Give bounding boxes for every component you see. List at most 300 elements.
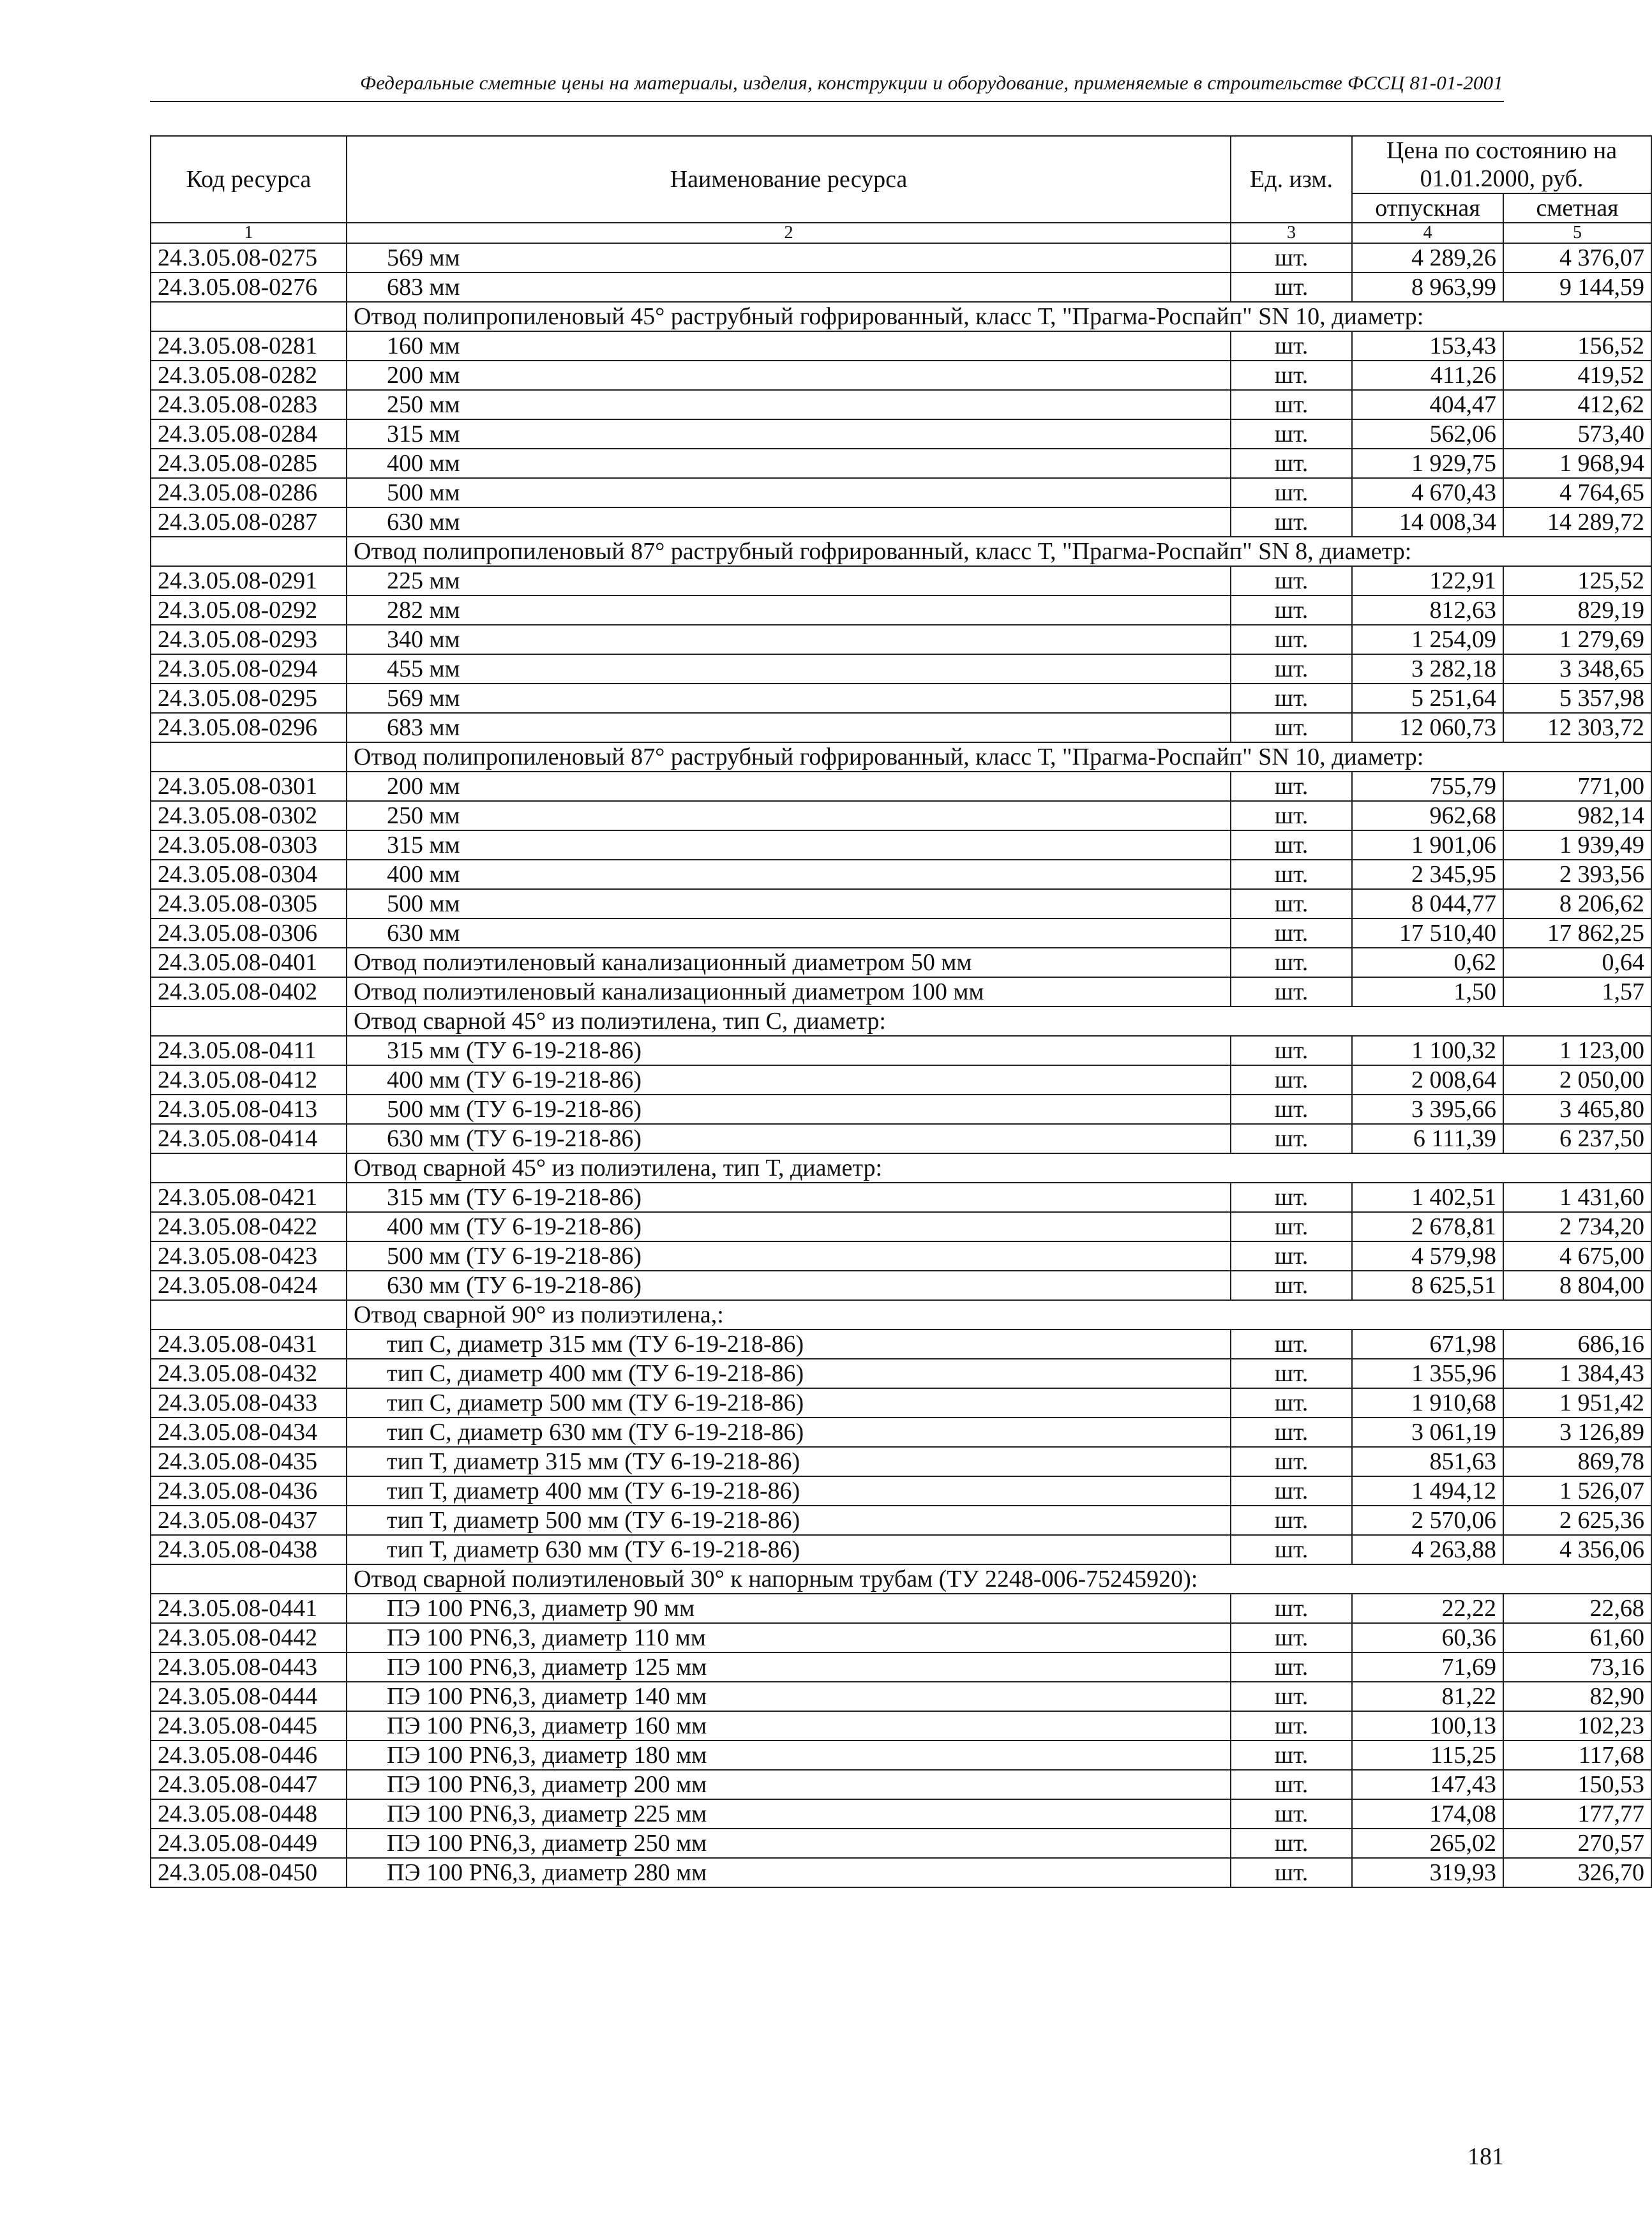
resource-code: 24.3.05.08-0305 bbox=[151, 889, 347, 918]
unit: шт. bbox=[1231, 273, 1352, 302]
column-number: 4 bbox=[1352, 223, 1503, 243]
release-price: 14 008,34 bbox=[1352, 507, 1503, 537]
estimate-price: 3 348,65 bbox=[1503, 654, 1651, 684]
table-row bbox=[151, 1124, 1651, 1153]
release-price: 6 111,39 bbox=[1352, 1124, 1503, 1153]
resource-code: 24.3.05.08-0448 bbox=[151, 1799, 347, 1829]
table-row bbox=[151, 1065, 1651, 1095]
release-price: 4 579,98 bbox=[1352, 1241, 1503, 1271]
table-row bbox=[151, 1506, 1651, 1535]
resource-name: ПЭ 100 PN6,3, диаметр 225 мм bbox=[347, 1799, 1231, 1829]
unit: шт. bbox=[1231, 1711, 1352, 1741]
estimate-price: 6 237,50 bbox=[1503, 1124, 1651, 1153]
estimate-price: 1 123,00 bbox=[1503, 1036, 1651, 1065]
table-row bbox=[151, 1594, 1651, 1623]
resource-name: 455 мм bbox=[347, 654, 1231, 684]
release-price: 1 494,12 bbox=[1352, 1476, 1503, 1506]
resource-name: тип Т, диаметр 630 мм (ТУ 6-19-218-86) bbox=[347, 1535, 1231, 1564]
resource-name: 200 мм bbox=[347, 772, 1231, 801]
resource-name: 400 мм bbox=[347, 860, 1231, 889]
table-row bbox=[151, 1476, 1651, 1506]
resource-name: ПЭ 100 PN6,3, диаметр 125 мм bbox=[347, 1652, 1231, 1682]
resource-name: тип Т, диаметр 500 мм (ТУ 6-19-218-86) bbox=[347, 1506, 1231, 1535]
resource-code: 24.3.05.08-0294 bbox=[151, 654, 347, 684]
resource-name: 630 мм bbox=[347, 507, 1231, 537]
resource-name: 400 мм (ТУ 6-19-218-86) bbox=[347, 1212, 1231, 1241]
price-table bbox=[150, 135, 1652, 1888]
resource-code: 24.3.05.08-0296 bbox=[151, 713, 347, 742]
group-title: Отвод сварной 45° из полиэтилена, тип С, диаметр: bbox=[347, 1007, 1651, 1036]
resource-name: 630 мм (ТУ 6-19-218-86) bbox=[347, 1124, 1231, 1153]
table-row bbox=[151, 361, 1651, 390]
table-row bbox=[151, 1770, 1651, 1799]
table-row bbox=[151, 1241, 1651, 1271]
release-price: 1 402,51 bbox=[1352, 1183, 1503, 1212]
table-row bbox=[151, 684, 1651, 713]
resource-code: 24.3.05.08-0441 bbox=[151, 1594, 347, 1623]
resource-name: тип Т, диаметр 315 мм (ТУ 6-19-218-86) bbox=[347, 1447, 1231, 1476]
table-row bbox=[151, 772, 1651, 801]
group-row bbox=[151, 742, 1651, 772]
unit: шт. bbox=[1231, 1682, 1352, 1711]
table-row bbox=[151, 889, 1651, 918]
table-row bbox=[151, 1711, 1651, 1741]
table-row bbox=[151, 977, 1651, 1007]
table-row bbox=[151, 1799, 1651, 1829]
resource-name: ПЭ 100 PN6,3, диаметр 200 мм bbox=[347, 1770, 1231, 1799]
release-price: 3 282,18 bbox=[1352, 654, 1503, 684]
resource-code: 24.3.05.08-0433 bbox=[151, 1388, 347, 1418]
estimate-price: 1 384,43 bbox=[1503, 1359, 1651, 1388]
group-code-cell bbox=[151, 1300, 347, 1329]
estimate-price: 4 376,07 bbox=[1503, 243, 1651, 273]
unit: шт. bbox=[1231, 713, 1352, 742]
resource-name: 630 мм (ТУ 6-19-218-86) bbox=[347, 1271, 1231, 1300]
resource-code: 24.3.05.08-0443 bbox=[151, 1652, 347, 1682]
estimate-price: 869,78 bbox=[1503, 1447, 1651, 1476]
unit: шт. bbox=[1231, 684, 1352, 713]
resource-name: 200 мм bbox=[347, 361, 1231, 390]
release-price: 81,22 bbox=[1352, 1682, 1503, 1711]
release-price: 1 355,96 bbox=[1352, 1359, 1503, 1388]
release-price: 4 289,26 bbox=[1352, 243, 1503, 273]
table-row bbox=[151, 830, 1651, 860]
unit: шт. bbox=[1231, 1418, 1352, 1447]
unit: шт. bbox=[1231, 390, 1352, 419]
unit: шт. bbox=[1231, 654, 1352, 684]
column-number: 2 bbox=[347, 223, 1231, 243]
resource-code: 24.3.05.08-0446 bbox=[151, 1741, 347, 1770]
resource-name: 315 мм (ТУ 6-19-218-86) bbox=[347, 1036, 1231, 1065]
resource-name: ПЭ 100 PN6,3, диаметр 280 мм bbox=[347, 1858, 1231, 1887]
table-row bbox=[151, 1652, 1651, 1682]
resource-code: 24.3.05.08-0437 bbox=[151, 1506, 347, 1535]
resource-name: 250 мм bbox=[347, 801, 1231, 830]
unit: шт. bbox=[1231, 1359, 1352, 1388]
estimate-price: 4 675,00 bbox=[1503, 1241, 1651, 1271]
resource-name: 282 мм bbox=[347, 595, 1231, 625]
resource-name: ПЭ 100 PN6,3, диаметр 180 мм bbox=[347, 1741, 1231, 1770]
release-price: 153,43 bbox=[1352, 331, 1503, 361]
resource-code: 24.3.05.08-0304 bbox=[151, 860, 347, 889]
resource-code: 24.3.05.08-0281 bbox=[151, 331, 347, 361]
resource-name: 500 мм bbox=[347, 478, 1231, 507]
release-price: 851,63 bbox=[1352, 1447, 1503, 1476]
resource-code: 24.3.05.08-0447 bbox=[151, 1770, 347, 1799]
unit: шт. bbox=[1231, 507, 1352, 537]
unit: шт. bbox=[1231, 1858, 1352, 1887]
resource-code: 24.3.05.08-0283 bbox=[151, 390, 347, 419]
release-price: 8 044,77 bbox=[1352, 889, 1503, 918]
estimate-price: 1 431,60 bbox=[1503, 1183, 1651, 1212]
estimate-price: 156,52 bbox=[1503, 331, 1651, 361]
release-price: 3 395,66 bbox=[1352, 1095, 1503, 1124]
table-row bbox=[151, 918, 1651, 948]
table-row bbox=[151, 1388, 1651, 1418]
release-price: 671,98 bbox=[1352, 1329, 1503, 1359]
release-price: 755,79 bbox=[1352, 772, 1503, 801]
table-row bbox=[151, 948, 1651, 977]
estimate-price: 9 144,59 bbox=[1503, 273, 1651, 302]
estimate-price: 14 289,72 bbox=[1503, 507, 1651, 537]
resource-name: 315 мм bbox=[347, 830, 1231, 860]
resource-name: тип С, диаметр 500 мм (ТУ 6-19-218-86) bbox=[347, 1388, 1231, 1418]
unit: шт. bbox=[1231, 419, 1352, 449]
unit: шт. bbox=[1231, 918, 1352, 948]
table-row bbox=[151, 595, 1651, 625]
table-body bbox=[151, 243, 1651, 1887]
resource-name: ПЭ 100 PN6,3, диаметр 140 мм bbox=[347, 1682, 1231, 1711]
unit: шт. bbox=[1231, 1388, 1352, 1418]
table-row bbox=[151, 713, 1651, 742]
estimate-price: 1 951,42 bbox=[1503, 1388, 1651, 1418]
release-price: 2 678,81 bbox=[1352, 1212, 1503, 1241]
table-row bbox=[151, 243, 1651, 273]
release-price: 60,36 bbox=[1352, 1623, 1503, 1652]
estimate-price: 419,52 bbox=[1503, 361, 1651, 390]
table-row bbox=[151, 390, 1651, 419]
resource-code: 24.3.05.08-0424 bbox=[151, 1271, 347, 1300]
resource-code: 24.3.05.08-0411 bbox=[151, 1036, 347, 1065]
group-code-cell bbox=[151, 742, 347, 772]
estimate-price: 117,68 bbox=[1503, 1741, 1651, 1770]
column-number: 5 bbox=[1503, 223, 1651, 243]
release-price: 562,06 bbox=[1352, 419, 1503, 449]
release-price: 2 008,64 bbox=[1352, 1065, 1503, 1095]
group-code-cell bbox=[151, 537, 347, 566]
estimate-price: 326,70 bbox=[1503, 1858, 1651, 1887]
estimate-price: 8 206,62 bbox=[1503, 889, 1651, 918]
resource-code: 24.3.05.08-0449 bbox=[151, 1829, 347, 1858]
resource-name: 160 мм bbox=[347, 331, 1231, 361]
resource-code: 24.3.05.08-0445 bbox=[151, 1711, 347, 1741]
resource-code: 24.3.05.08-0414 bbox=[151, 1124, 347, 1153]
resource-name: 630 мм bbox=[347, 918, 1231, 948]
unit: шт. bbox=[1231, 566, 1352, 595]
header-rule bbox=[150, 101, 1504, 102]
resource-code: 24.3.05.08-0422 bbox=[151, 1212, 347, 1241]
release-price: 174,08 bbox=[1352, 1799, 1503, 1829]
column-number: 3 bbox=[1231, 223, 1352, 243]
table-row bbox=[151, 1329, 1651, 1359]
group-title: Отвод сварной 90° из полиэтилена,: bbox=[347, 1300, 1651, 1329]
release-price: 122,91 bbox=[1352, 566, 1503, 595]
resource-name: 315 мм bbox=[347, 419, 1231, 449]
release-price: 3 061,19 bbox=[1352, 1418, 1503, 1447]
unit: шт. bbox=[1231, 1124, 1352, 1153]
unit: шт. bbox=[1231, 889, 1352, 918]
unit: шт. bbox=[1231, 1799, 1352, 1829]
group-row bbox=[151, 1300, 1651, 1329]
release-price: 962,68 bbox=[1352, 801, 1503, 830]
header-estimate-price: сметная bbox=[1503, 193, 1651, 223]
unit: шт. bbox=[1231, 331, 1352, 361]
estimate-price: 82,90 bbox=[1503, 1682, 1651, 1711]
release-price: 12 060,73 bbox=[1352, 713, 1503, 742]
table-row bbox=[151, 1212, 1651, 1241]
unit: шт. bbox=[1231, 1506, 1352, 1535]
estimate-price: 177,77 bbox=[1503, 1799, 1651, 1829]
resource-code: 24.3.05.08-0442 bbox=[151, 1623, 347, 1652]
resource-code: 24.3.05.08-0421 bbox=[151, 1183, 347, 1212]
release-price: 115,25 bbox=[1352, 1741, 1503, 1770]
release-price: 147,43 bbox=[1352, 1770, 1503, 1799]
resource-code: 24.3.05.08-0306 bbox=[151, 918, 347, 948]
resource-name: Отвод полиэтиленовый канализационный диаметром 100 мм bbox=[347, 977, 1231, 1007]
release-price: 2 570,06 bbox=[1352, 1506, 1503, 1535]
estimate-price: 270,57 bbox=[1503, 1829, 1651, 1858]
estimate-price: 2 393,56 bbox=[1503, 860, 1651, 889]
group-code-cell bbox=[151, 1153, 347, 1183]
resource-code: 24.3.05.08-0423 bbox=[151, 1241, 347, 1271]
release-price: 1 910,68 bbox=[1352, 1388, 1503, 1418]
table-row bbox=[151, 1741, 1651, 1770]
running-head: Федеральные сметные цены на материалы, изделия, конструкции и оборудование, применяемые в строительстве ФССЦ 81-01-2001 bbox=[359, 71, 1503, 94]
release-price: 5 251,64 bbox=[1352, 684, 1503, 713]
estimate-price: 125,52 bbox=[1503, 566, 1651, 595]
release-price: 1 901,06 bbox=[1352, 830, 1503, 860]
group-code-cell bbox=[151, 1564, 347, 1594]
estimate-price: 22,68 bbox=[1503, 1594, 1651, 1623]
release-price: 1 929,75 bbox=[1352, 449, 1503, 478]
resource-code: 24.3.05.08-0284 bbox=[151, 419, 347, 449]
unit: шт. bbox=[1231, 1476, 1352, 1506]
group-row bbox=[151, 1564, 1651, 1594]
group-title: Отвод сварной 45° из полиэтилена, тип Т, диаметр: bbox=[347, 1153, 1651, 1183]
resource-name: 250 мм bbox=[347, 390, 1231, 419]
resource-name: 315 мм (ТУ 6-19-218-86) bbox=[347, 1183, 1231, 1212]
resource-name: 569 мм bbox=[347, 243, 1231, 273]
release-price: 8 625,51 bbox=[1352, 1271, 1503, 1300]
release-price: 71,69 bbox=[1352, 1652, 1503, 1682]
release-price: 812,63 bbox=[1352, 595, 1503, 625]
estimate-price: 3 465,80 bbox=[1503, 1095, 1651, 1124]
release-price: 17 510,40 bbox=[1352, 918, 1503, 948]
unit: шт. bbox=[1231, 595, 1352, 625]
estimate-price: 2 050,00 bbox=[1503, 1065, 1651, 1095]
table-row bbox=[151, 1682, 1651, 1711]
unit: шт. bbox=[1231, 1447, 1352, 1476]
resource-name: тип С, диаметр 315 мм (ТУ 6-19-218-86) bbox=[347, 1329, 1231, 1359]
table-row bbox=[151, 1095, 1651, 1124]
unit: шт. bbox=[1231, 1095, 1352, 1124]
header-price-group: Цена по состоянию на 01.01.2000, руб. bbox=[1352, 136, 1651, 193]
table-row bbox=[151, 1447, 1651, 1476]
estimate-price: 1,57 bbox=[1503, 977, 1651, 1007]
estimate-price: 412,62 bbox=[1503, 390, 1651, 419]
estimate-price: 829,19 bbox=[1503, 595, 1651, 625]
group-row bbox=[151, 537, 1651, 566]
column-number: 1 bbox=[151, 223, 347, 243]
group-title: Отвод полипропиленовый 87° раструбный гофрированный, класс Т, "Прагма-Роспайп" SN 10, диаметр: bbox=[347, 742, 1651, 772]
resource-code: 24.3.05.08-0295 bbox=[151, 684, 347, 713]
release-price: 22,22 bbox=[1352, 1594, 1503, 1623]
resource-name: 569 мм bbox=[347, 684, 1231, 713]
release-price: 2 345,95 bbox=[1352, 860, 1503, 889]
table-row bbox=[151, 273, 1651, 302]
unit: шт. bbox=[1231, 1329, 1352, 1359]
estimate-price: 73,16 bbox=[1503, 1652, 1651, 1682]
table-row bbox=[151, 331, 1651, 361]
resource-code: 24.3.05.08-0287 bbox=[151, 507, 347, 537]
estimate-price: 1 968,94 bbox=[1503, 449, 1651, 478]
resource-name: 340 мм bbox=[347, 625, 1231, 654]
estimate-price: 150,53 bbox=[1503, 1770, 1651, 1799]
resource-name: ПЭ 100 PN6,3, диаметр 250 мм bbox=[347, 1829, 1231, 1858]
group-row bbox=[151, 302, 1651, 331]
unit: шт. bbox=[1231, 1623, 1352, 1652]
table-row bbox=[151, 625, 1651, 654]
resource-name: ПЭ 100 PN6,3, диаметр 160 мм bbox=[347, 1711, 1231, 1741]
group-row bbox=[151, 1007, 1651, 1036]
resource-name: 683 мм bbox=[347, 713, 1231, 742]
table-row bbox=[151, 478, 1651, 507]
page-number: 181 bbox=[1468, 2143, 1504, 2170]
resource-code: 24.3.05.08-0282 bbox=[151, 361, 347, 390]
unit: шт. bbox=[1231, 1065, 1352, 1095]
unit: шт. bbox=[1231, 1594, 1352, 1623]
release-price: 319,93 bbox=[1352, 1858, 1503, 1887]
unit: шт. bbox=[1231, 243, 1352, 273]
estimate-price: 2 734,20 bbox=[1503, 1212, 1651, 1241]
resource-code: 24.3.05.08-0412 bbox=[151, 1065, 347, 1095]
resource-code: 24.3.05.08-0285 bbox=[151, 449, 347, 478]
estimate-price: 686,16 bbox=[1503, 1329, 1651, 1359]
estimate-price: 3 126,89 bbox=[1503, 1418, 1651, 1447]
resource-name: 500 мм (ТУ 6-19-218-86) bbox=[347, 1241, 1231, 1271]
unit: шт. bbox=[1231, 1829, 1352, 1858]
resource-name: 225 мм bbox=[347, 566, 1231, 595]
unit: шт. bbox=[1231, 860, 1352, 889]
unit: шт. bbox=[1231, 625, 1352, 654]
group-row bbox=[151, 1153, 1651, 1183]
unit: шт. bbox=[1231, 1652, 1352, 1682]
unit: шт. bbox=[1231, 1036, 1352, 1065]
resource-code: 24.3.05.08-0303 bbox=[151, 830, 347, 860]
unit: шт. bbox=[1231, 1212, 1352, 1241]
release-price: 8 963,99 bbox=[1352, 273, 1503, 302]
unit: шт. bbox=[1231, 1271, 1352, 1300]
header-code: Код ресурса bbox=[151, 136, 347, 223]
estimate-price: 61,60 bbox=[1503, 1623, 1651, 1652]
release-price: 0,62 bbox=[1352, 948, 1503, 977]
table-row bbox=[151, 566, 1651, 595]
group-code-cell bbox=[151, 1007, 347, 1036]
estimate-price: 12 303,72 bbox=[1503, 713, 1651, 742]
estimate-price: 1 526,07 bbox=[1503, 1476, 1651, 1506]
resource-name: 500 мм (ТУ 6-19-218-86) bbox=[347, 1095, 1231, 1124]
release-price: 4 670,43 bbox=[1352, 478, 1503, 507]
table-row bbox=[151, 449, 1651, 478]
resource-name: тип Т, диаметр 400 мм (ТУ 6-19-218-86) bbox=[347, 1476, 1231, 1506]
release-price: 265,02 bbox=[1352, 1829, 1503, 1858]
resource-code: 24.3.05.08-0450 bbox=[151, 1858, 347, 1887]
resource-name: 400 мм (ТУ 6-19-218-86) bbox=[347, 1065, 1231, 1095]
resource-name: 400 мм bbox=[347, 449, 1231, 478]
table-row bbox=[151, 1359, 1651, 1388]
resource-code: 24.3.05.08-0413 bbox=[151, 1095, 347, 1124]
table-row bbox=[151, 1183, 1651, 1212]
estimate-price: 2 625,36 bbox=[1503, 1506, 1651, 1535]
header-name: Наименование ресурса bbox=[347, 136, 1231, 223]
resource-name: тип С, диаметр 400 мм (ТУ 6-19-218-86) bbox=[347, 1359, 1231, 1388]
table-row bbox=[151, 507, 1651, 537]
resource-name: Отвод полиэтиленовый канализационный диаметром 50 мм bbox=[347, 948, 1231, 977]
table-row bbox=[151, 1418, 1651, 1447]
resource-name: 500 мм bbox=[347, 889, 1231, 918]
resource-code: 24.3.05.08-0431 bbox=[151, 1329, 347, 1359]
unit: шт. bbox=[1231, 1741, 1352, 1770]
resource-code: 24.3.05.08-0302 bbox=[151, 801, 347, 830]
resource-name: ПЭ 100 PN6,3, диаметр 110 мм bbox=[347, 1623, 1231, 1652]
release-price: 404,47 bbox=[1352, 390, 1503, 419]
table-row bbox=[151, 1271, 1651, 1300]
unit: шт. bbox=[1231, 977, 1352, 1007]
resource-code: 24.3.05.08-0401 bbox=[151, 948, 347, 977]
release-price: 411,26 bbox=[1352, 361, 1503, 390]
group-title: Отвод полипропиленовый 45° раструбный гофрированный, класс Т, "Прагма-Роспайп" SN 10, диаметр: bbox=[347, 302, 1651, 331]
estimate-price: 5 357,98 bbox=[1503, 684, 1651, 713]
table-row bbox=[151, 860, 1651, 889]
release-price: 1 100,32 bbox=[1352, 1036, 1503, 1065]
estimate-price: 17 862,25 bbox=[1503, 918, 1651, 948]
header-release-price: отпускная bbox=[1352, 193, 1503, 223]
estimate-price: 1 279,69 bbox=[1503, 625, 1651, 654]
estimate-price: 771,00 bbox=[1503, 772, 1651, 801]
estimate-price: 982,14 bbox=[1503, 801, 1651, 830]
resource-code: 24.3.05.08-0435 bbox=[151, 1447, 347, 1476]
table-row bbox=[151, 1623, 1651, 1652]
resource-name: ПЭ 100 PN6,3, диаметр 90 мм bbox=[347, 1594, 1231, 1623]
resource-code: 24.3.05.08-0275 bbox=[151, 243, 347, 273]
resource-code: 24.3.05.08-0444 bbox=[151, 1682, 347, 1711]
table-row bbox=[151, 1535, 1651, 1564]
table-row bbox=[151, 1036, 1651, 1065]
group-title: Отвод полипропиленовый 87° раструбный гофрированный, класс Т, "Прагма-Роспайп" SN 8, диаметр: bbox=[347, 537, 1651, 566]
estimate-price: 8 804,00 bbox=[1503, 1271, 1651, 1300]
table-row bbox=[151, 419, 1651, 449]
table-row bbox=[151, 654, 1651, 684]
resource-code: 24.3.05.08-0436 bbox=[151, 1476, 347, 1506]
estimate-price: 102,23 bbox=[1503, 1711, 1651, 1741]
release-price: 1,50 bbox=[1352, 977, 1503, 1007]
resource-code: 24.3.05.08-0291 bbox=[151, 566, 347, 595]
estimate-price: 573,40 bbox=[1503, 419, 1651, 449]
resource-name: тип С, диаметр 630 мм (ТУ 6-19-218-86) bbox=[347, 1418, 1231, 1447]
group-title: Отвод сварной полиэтиленовый 30° к напорным трубам (ТУ 2248-006-75245920): bbox=[347, 1564, 1651, 1594]
release-price: 100,13 bbox=[1352, 1711, 1503, 1741]
unit: шт. bbox=[1231, 1183, 1352, 1212]
